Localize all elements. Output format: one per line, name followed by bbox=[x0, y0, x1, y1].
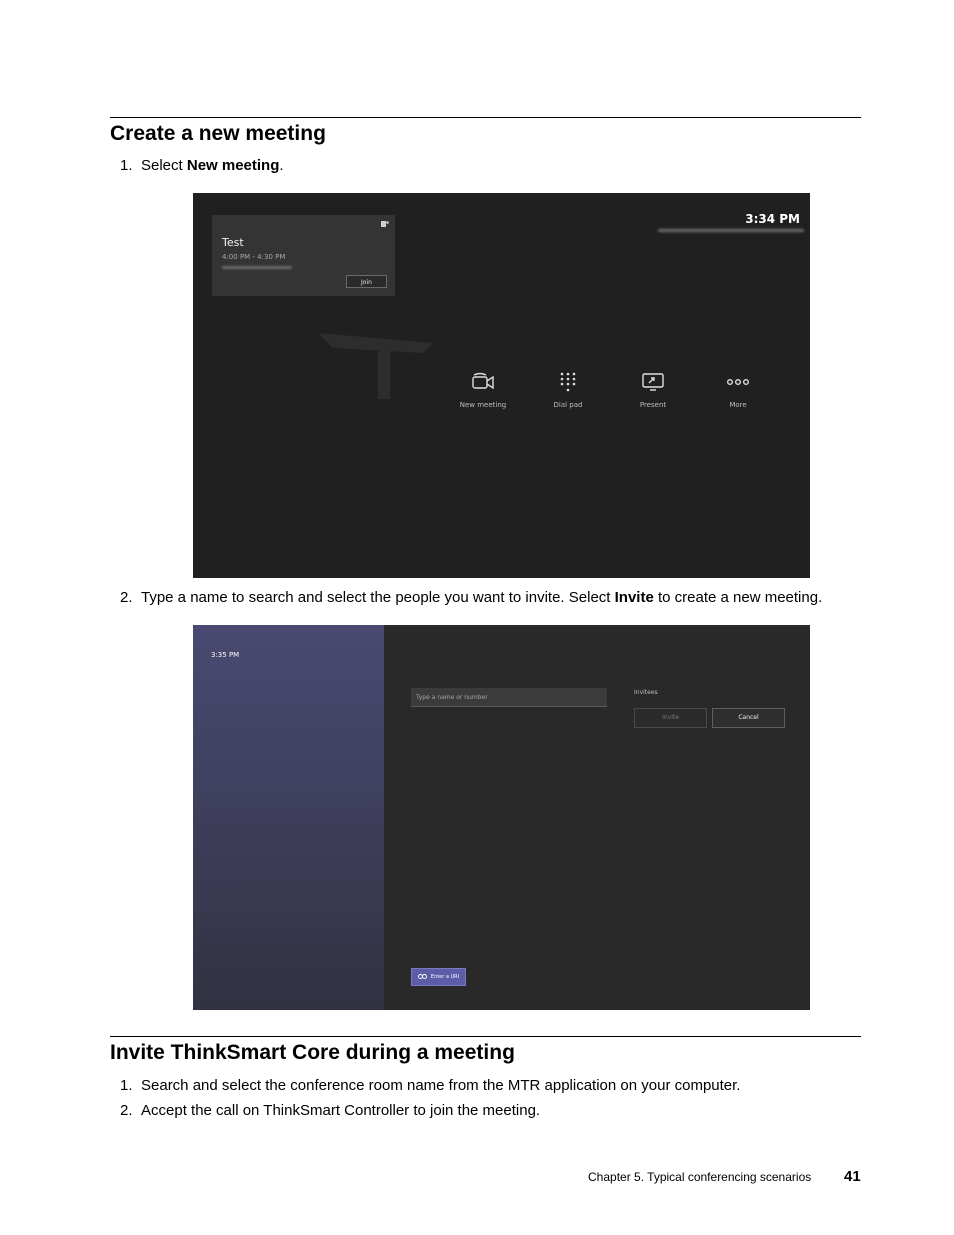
step-1-select-new-meeting bbox=[120, 157, 284, 174]
video-camera-icon bbox=[448, 369, 518, 395]
present-screen-icon bbox=[618, 369, 688, 395]
action-label: Dial pad bbox=[553, 401, 583, 409]
clock: 3:34 PM bbox=[745, 212, 800, 226]
footer-chapter: Chapter 5. Typical conferencing scenarios bbox=[588, 1170, 812, 1184]
step-text: Accept the call on ThinkSmart Controller to join the meeting. bbox=[141, 1102, 541, 1119]
new-meeting-button[interactable] bbox=[448, 369, 518, 409]
background-watermark bbox=[313, 323, 443, 403]
more-dots-icon bbox=[703, 369, 773, 395]
step-text: Type a name to search and select the people you want to invite. Select bbox=[141, 589, 615, 606]
step-number: 2. bbox=[120, 1102, 133, 1119]
invitees-label: Invitees bbox=[634, 689, 658, 696]
action-label: Present bbox=[639, 401, 667, 409]
step-2-type-name bbox=[120, 589, 822, 606]
cancel-button[interactable]: Cancel bbox=[712, 708, 785, 728]
invite-button[interactable]: Invite bbox=[634, 708, 707, 728]
join-button[interactable]: Join bbox=[346, 275, 387, 288]
section-title-invite-core: Invite ThinkSmart Core during a meeting bbox=[110, 1041, 515, 1064]
step-text-end: . bbox=[279, 157, 284, 174]
step-text-end: to create a new meeting. bbox=[653, 589, 823, 606]
side-panel bbox=[193, 625, 384, 1010]
action-label: More bbox=[729, 401, 747, 409]
enter-uri-label: Enter a URI bbox=[430, 974, 460, 980]
page-number: 41 bbox=[844, 1168, 861, 1185]
dial-pad-button[interactable] bbox=[533, 369, 603, 409]
step-bold-text: Invite bbox=[614, 589, 654, 606]
step-text: Search and select the conference room name from the MTR application on your computer. bbox=[141, 1077, 741, 1094]
step-1-search-room bbox=[120, 1077, 740, 1094]
teams-icon bbox=[381, 220, 389, 230]
dial-pad-icon bbox=[533, 369, 603, 395]
search-input[interactable]: Type a name or number bbox=[411, 688, 607, 707]
mtr-invite-screenshot bbox=[193, 625, 810, 1010]
meeting-card[interactable] bbox=[212, 215, 395, 296]
step-bold-text: New meeting bbox=[186, 157, 280, 174]
link-icon bbox=[418, 974, 427, 981]
section-rule-top bbox=[110, 117, 861, 118]
step-number: 2. bbox=[120, 589, 133, 606]
present-button[interactable] bbox=[618, 369, 688, 409]
section-rule-bottom bbox=[110, 1036, 861, 1037]
side-clock: 3:35 PM bbox=[211, 651, 240, 659]
more-button[interactable] bbox=[703, 369, 773, 409]
step-number: 1. bbox=[120, 157, 133, 174]
step-number: 1. bbox=[120, 1077, 133, 1094]
enter-uri-button[interactable] bbox=[411, 968, 466, 986]
step-text: Select bbox=[141, 157, 187, 174]
blurred-organizer bbox=[222, 266, 292, 269]
meeting-title: Test bbox=[222, 236, 244, 249]
step-2-accept-call bbox=[120, 1102, 540, 1119]
section-title-create-meeting: Create a new meeting bbox=[110, 122, 326, 145]
action-label: New meeting bbox=[459, 401, 507, 409]
meeting-time: 4:00 PM - 4:30 PM bbox=[222, 253, 286, 261]
blurred-room-name bbox=[658, 229, 804, 232]
mtr-home-screenshot bbox=[193, 193, 810, 578]
